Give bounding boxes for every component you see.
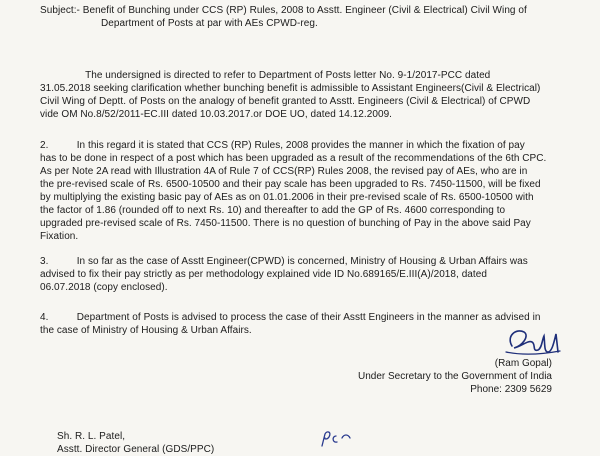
handwritten-signature [498, 322, 568, 362]
paragraph-line: the pre-revised scale of Rs. 6500-10500 and their pay scale has been upgraded to Rs. 7450-11500, will be fixed [40, 179, 541, 190]
handwritten-initials [318, 426, 358, 450]
paragraph-line: 06.07.2018 (copy enclosed). [40, 282, 168, 293]
paragraph-line: As per Note 2A read with Illustration 4A of Rule 7 of CCS(RP) Rules 2008, the revised pay of AEs, who are in [40, 166, 528, 177]
paragraph-line: Fixation. [40, 231, 79, 242]
paragraph-line: 4. Department of Posts is advised to process the case of their Asstt Engineers in the manner as advised in [40, 312, 541, 323]
subject-line-2: Department of Posts at par with AEs CPWD-reg. [101, 18, 318, 29]
paragraph-line: the case of Ministry of Housing & Urban Affairs. [40, 325, 252, 336]
paragraph-line: by multiplying the existing basic pay of AEs as on 01.01.2006 in their pre-revised scale of Rs. 6500-10500 with [40, 192, 534, 203]
signatory-phone: Phone: 2309 5629 [470, 384, 552, 395]
paragraph-line: 2. In this regard it is stated that CCS (RP) Rules, 2008 provides the manner in which the fixation of pay [40, 140, 525, 151]
subject-line-1: Subject:- Benefit of Bunching under CCS (RP) Rules, 2008 to Asstt. Engineer (Civil & Electrical) Civil Wing of [40, 5, 527, 16]
paragraph-line: the factor of 1.86 (rounded off to next Rs. 10) and thereafter to add the GP of Rs. 4600 corresponding to [40, 205, 506, 216]
paragraph-line: 3. In so far as the case of Asstt Engineer(CPWD) is concerned, Ministry of Housing & Urban Affairs was [40, 256, 528, 267]
paragraph-line: advised to fix their pay strictly as per methodology explained vide ID No.689165/E.III(A)/2018, dated [40, 269, 487, 280]
paragraph-line: 31.05.2018 seeking clarification whether bunching benefit is admissible to Assistant Engineers(Civil & Electrical) [40, 83, 541, 94]
paragraph-line: Civil Wing of Deptt. of Posts on the analogy of benefit granted to Asstt. Engineers (Civil & Electrical) of CPWD [40, 96, 531, 107]
addressee-designation: Asstt. Director General (GDS/PPC) [57, 444, 215, 455]
paragraph-line: vide OM No.8/52/2011-EC.III dated 10.03.2017.or DOE UO, dated 14.12.2009. [40, 109, 393, 120]
signatory-designation: Under Secretary to the Government of India [358, 371, 552, 382]
paragraph-line: has to be done in respect of a post which has been upgraded as a result of the recommendations of the 6th CPC. [40, 153, 547, 164]
addressee-name: Sh. R. L. Patel, [57, 431, 126, 442]
paragraph-line: upgraded pre-revised scale of Rs. 7450-11500. There is no question of bunching of Pay in the above said Pay [40, 218, 531, 229]
paragraph-line: The undersigned is directed to refer to Department of Posts letter No. 9-1/2017-PCC dated [40, 70, 491, 81]
signatory-name: (Ram Gopal) [494, 358, 552, 369]
